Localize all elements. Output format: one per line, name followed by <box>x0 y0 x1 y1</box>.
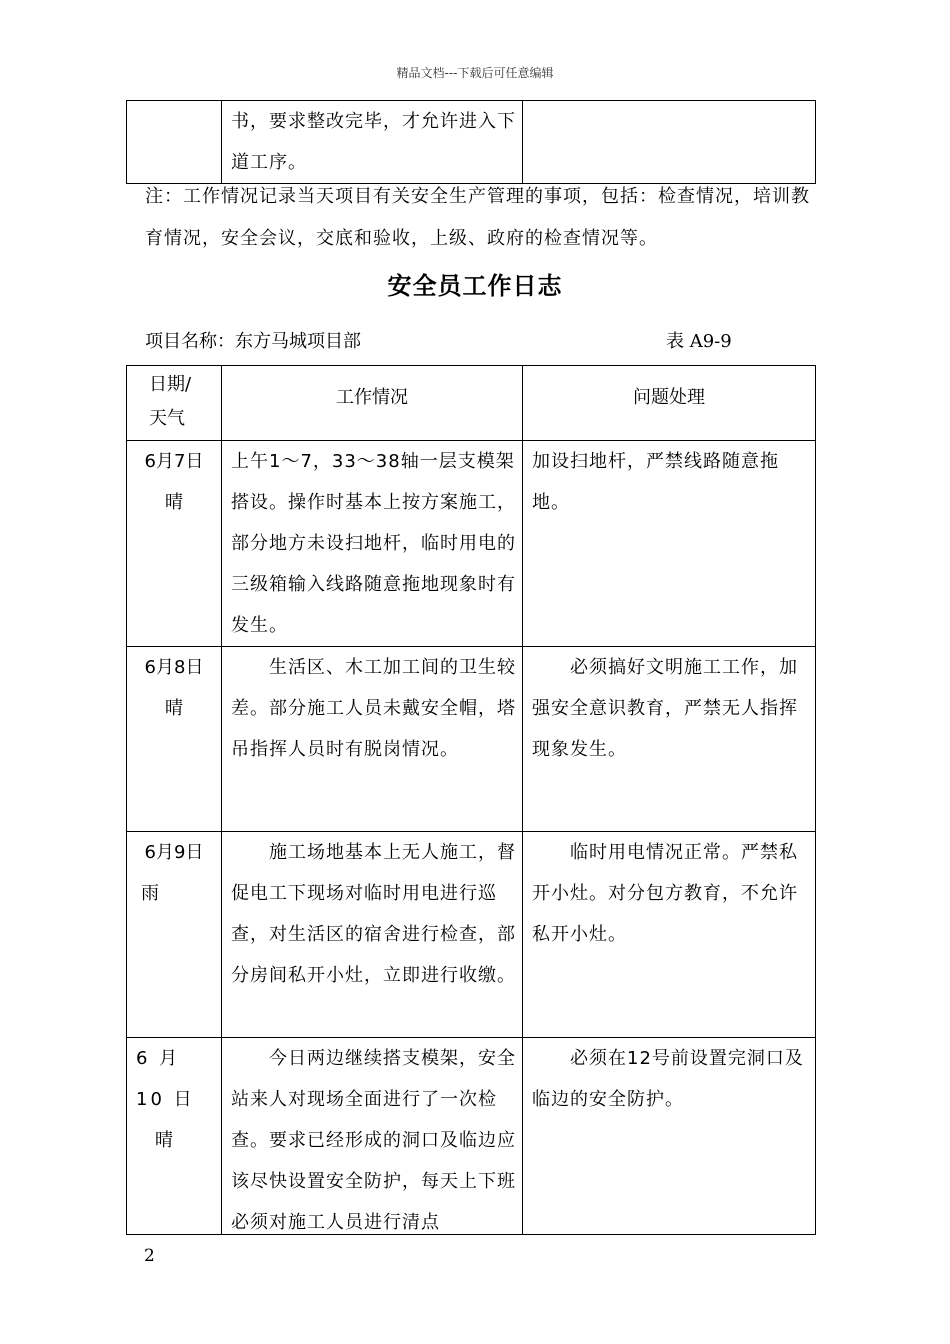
table-row <box>127 647 816 832</box>
problem-text: 必须在12号前设置完洞口及临边的安全防护。 <box>532 1048 804 1110</box>
work-text: 上午1～7，33～38轴一层支模架搭设。操作时基本上按方案施工，部分地方未设扫地杆，临时用电的三级箱输入线路随意拖地现象时有发生。 <box>231 451 516 636</box>
page-title: 安全员工作日志 <box>387 272 563 300</box>
top-continuation-table <box>126 100 816 184</box>
form-number: 表 A9-9 <box>666 331 732 352</box>
header-work: 工作情况 <box>222 366 523 441</box>
date-cell <box>127 832 222 1038</box>
problem-cell <box>523 832 816 1038</box>
problem-text: 临时用电情况正常。严禁私开小灶。对分包方教育，不允许私开小灶。 <box>532 842 798 945</box>
table-row <box>127 1038 816 1235</box>
table-row <box>127 441 816 647</box>
top-date-cell <box>127 101 222 184</box>
problem-cell <box>523 441 816 647</box>
date-text: 6月9日 <box>144 842 204 863</box>
work-cell <box>222 1038 523 1235</box>
header-problem: 问题处理 <box>523 366 816 441</box>
weather-text: 雨 <box>141 883 159 904</box>
weather-text: 晴 <box>165 698 183 719</box>
table-header-row <box>127 366 816 441</box>
header-date-weather: 日期/天气 <box>127 366 222 441</box>
date-text: 6 月 10 日 <box>136 1048 195 1110</box>
work-cell <box>222 647 523 832</box>
problem-text: 必须搞好文明施工工作，加强安全意识教育，严禁无人指挥现象发生。 <box>532 657 798 760</box>
page-header: 精品文档---下载后可任意编辑 <box>396 66 554 80</box>
work-cell <box>222 832 523 1038</box>
top-problem-cell <box>523 101 816 184</box>
work-text: 施工场地基本上无人施工，督促电工下现场对临时用电进行巡查，对生活区的宿舍进行检查，部分房间私开小灶，立即进行收缴。 <box>231 842 516 986</box>
problem-cell <box>523 647 816 832</box>
date-cell <box>127 1038 222 1235</box>
work-text: 今日两边继续搭支模架，安全站来人对现场全面进行了一次检查。要求已经形成的洞口及临边应该尽快设置安全防护，每天上下班必须对施工人员进行清点 <box>231 1048 516 1233</box>
date-cell <box>127 647 222 832</box>
date-text: 6月8日 <box>144 657 204 678</box>
weather-text: 晴 <box>155 1130 173 1151</box>
work-cell <box>222 441 523 647</box>
work-log-table <box>126 365 816 1235</box>
work-text: 生活区、木工加工间的卫生较差。部分施工人员未戴安全帽，塔吊指挥人员时有脱岗情况。 <box>231 657 516 760</box>
note-text: 注：工作情况记录当天项目有关安全生产管理的事项，包括：检查情况，培训教育情况，安全会议，交底和验收，上级、政府的检查情况等。 <box>145 186 810 249</box>
date-cell <box>127 441 222 647</box>
page-number: 2 <box>144 1246 155 1266</box>
date-text: 6月7日 <box>144 451 204 472</box>
project-name: 项目名称：东方马城项目部 <box>145 331 361 352</box>
top-work-text: 书，要求整改完毕，才允许进入下道工序。 <box>231 111 516 173</box>
problem-cell <box>523 1038 816 1235</box>
top-work-cell <box>222 101 523 184</box>
table-row <box>127 832 816 1038</box>
problem-text: 加设扫地杆，严禁线路随意拖地。 <box>532 451 779 513</box>
weather-text: 晴 <box>165 492 183 513</box>
